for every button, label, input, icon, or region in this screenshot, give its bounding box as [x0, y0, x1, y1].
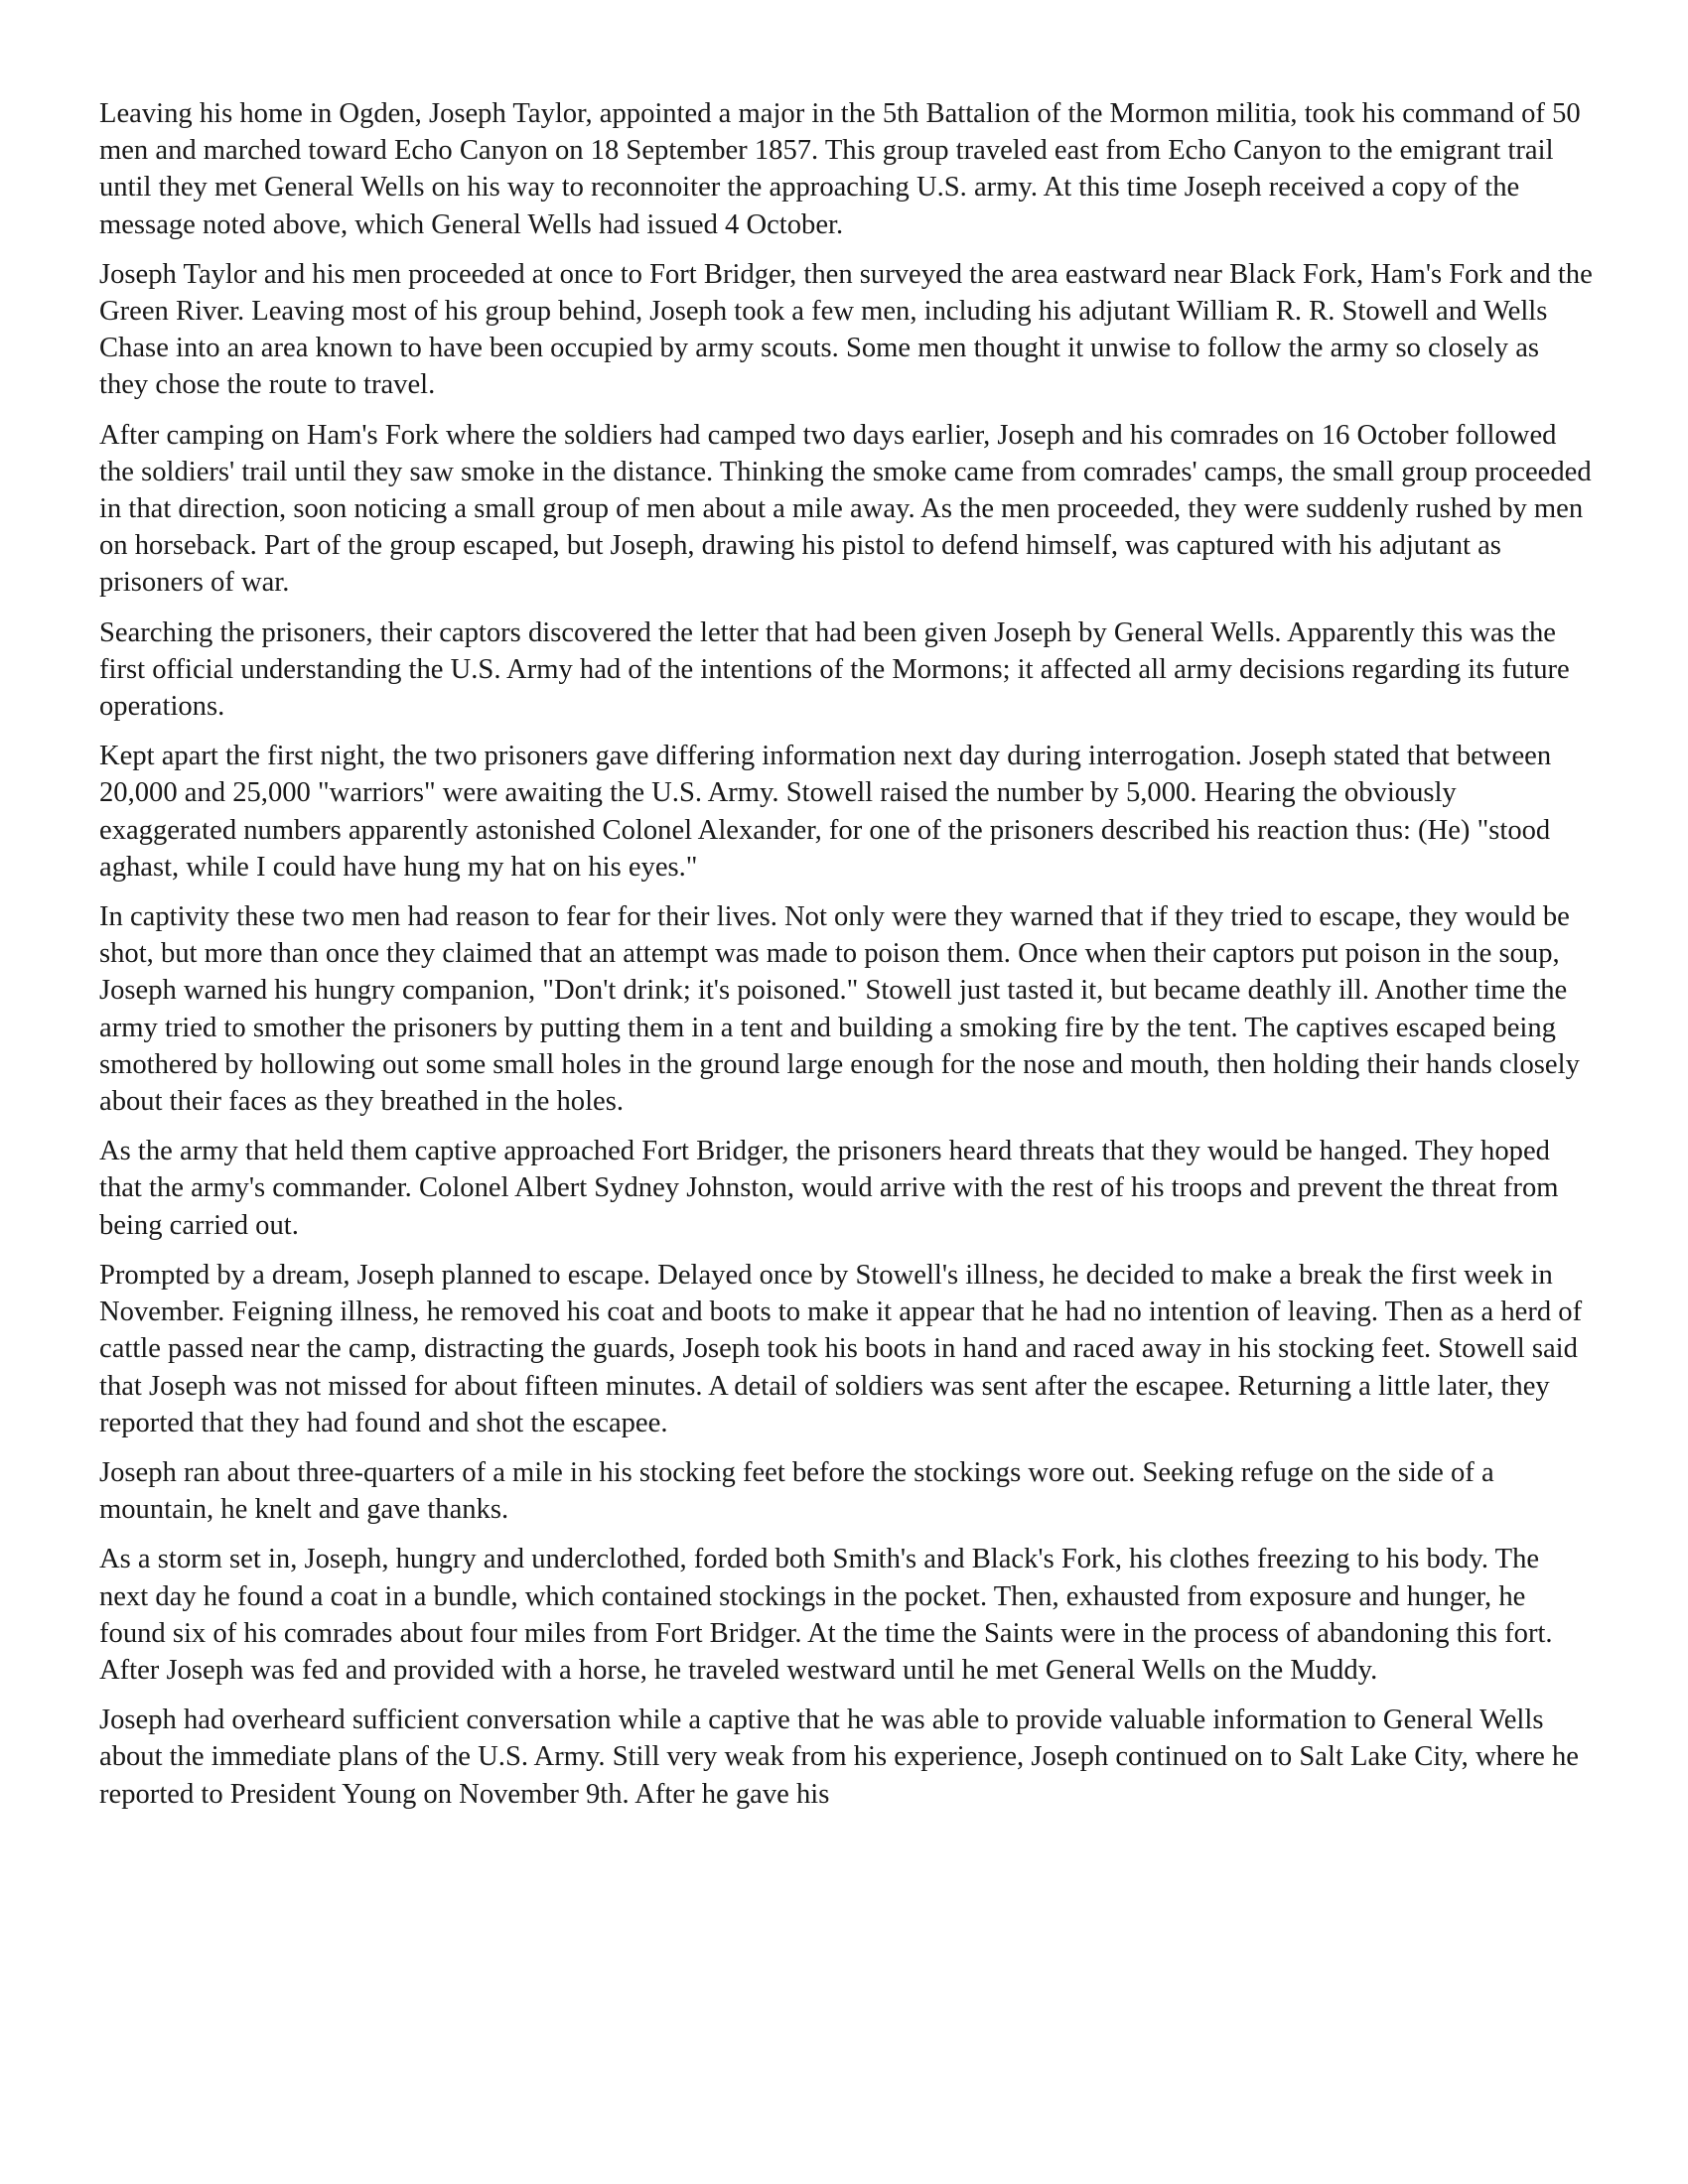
paragraph-11: Joseph had overheard sufficient conversation while a captive that he was able to provide valuable information to General Wells about the immediate plans of the U.S. Army. Still very weak from his experience, Joseph continued on to Salt Lake City, where he reported to President Young on November 9th. After he gave his	[99, 1705, 1579, 1810]
paragraph-10: As a storm set in, Joseph, hungry and underclothed, forded both Smith's and Black's Fork, his clothes freezing to his body. The next day he found a coat in a bundle, which contained stockings in the pocket. Then, exhausted from exposure and hunger, he found six of his comrades about four miles from Fort Bridger. At the time the Saints were in the process of abandoning this fort. After Joseph was fed and provided with a horse, he traveled westward until he met General Wells on the Muddy.	[99, 1544, 1553, 1686]
document-page	[99, 95, 1594, 1826]
paragraph-7: As the army that held them captive approached Fort Bridger, the prisoners heard threats that they would be hanged. They hoped that the army's commander. Colonel Albert Sydney Johnston, would arrive with the rest of his troops and prevent the threat from being carried out.	[99, 1136, 1559, 1241]
paragraph-9: Joseph ran about three-quarters of a mile in his stocking feet before the stockings wore out. Seeking refuge on the side of a mountain, he knelt and gave thanks.	[99, 1456, 1494, 1526]
paragraph-6: In captivity these two men had reason to fear for their lives. Not only were they warned that if they tried to escape, they would be shot, but more than once they claimed that an attempt was made to poison them. Once when their captors put poison in the soup, Joseph warned his hungry companion, "Don't drink; it's poisoned." Stowell just tasted it, but became deathly ill. Another time the army tried to smother the prisoners by putting them in a tent and building a smoking fire by the tent. The captives escaped being smothered by hollowing out some small holes in the ground large enough for the nose and mouth, then holding their hands closely about their faces as they breathed in the holes.	[99, 901, 1580, 1118]
paragraph-3: After camping on Ham's Fork where the soldiers had camped two days earlier, Joseph and his comrades on 16 October followed the soldiers' trail until they saw smoke in the distance. Thinking the smoke came from comrades' camps, the small group proceeded in that direction, soon noticing a small group of men about a mile away. As the men proceeded, they were suddenly rushed by men on horseback. Part of the group escaped, but Joseph, drawing his pistol to defend himself, was captured with his adjutant as prisoners of war.	[99, 419, 1592, 599]
paragraph-1: Leaving his home in Ogden, Joseph Taylor, appointed a major in the 5th Battalion of the Mormon militia, took his command of 50 men and marched toward Echo Canyon on 18 September 1857. This group traveled east from Echo Canyon to the emigrant trail until they met General Wells on his way to reconnoiter the approaching U.S. army. At this time Joseph received a copy of the message noted above, which General Wells had issued 4 October.	[99, 98, 1581, 240]
paragraph-2: Joseph Taylor and his men proceeded at once to Fort Bridger, then surveyed the area eastward near Black Fork, Ham's Fork and the Green River. Leaving most of his group behind, Joseph took a few men, including his adjutant William R. R. Stowell and Wells Chase into an area known to have been occupied by army scouts. Some men thought it unwise to follow the army so closely as they chose the route to travel.	[99, 258, 1593, 401]
paragraph-8: Prompted by a dream, Joseph planned to escape. Delayed once by Stowell's illness, he decided to make a break the first week in November. Feigning illness, he removed his coat and boots to make it appear that he had no intention of leaving. Then as a herd of cattle passed near the camp, distracting the guards, Joseph took his boots in hand and raced away in his stocking feet. Stowell said that Joseph was not missed for about fifteen minutes. A detail of soldiers was sent after the escapee. Returning a little later, they reported that they had found and shot the escapee.	[99, 1259, 1583, 1438]
paragraph-5: Kept apart the first night, the two prisoners gave differing information next day during interrogation. Joseph stated that between 20,000 and 25,000 "warriors" were awaiting the U.S. Army. Stowell raised the number by 5,000. Hearing the obviously exaggerated numbers apparently astonished Colonel Alexander, for one of the prisoners described his reaction thus: (He) "stood aghast, while I could have hung my hat on his eyes."	[99, 741, 1552, 883]
paragraph-4: Searching the prisoners, their captors discovered the letter that had been given Joseph by General Wells. Apparently this was the first official understanding the U.S. Army had of the intentions of the Mormons; it affected all army decisions regarding its future operations.	[99, 616, 1570, 723]
